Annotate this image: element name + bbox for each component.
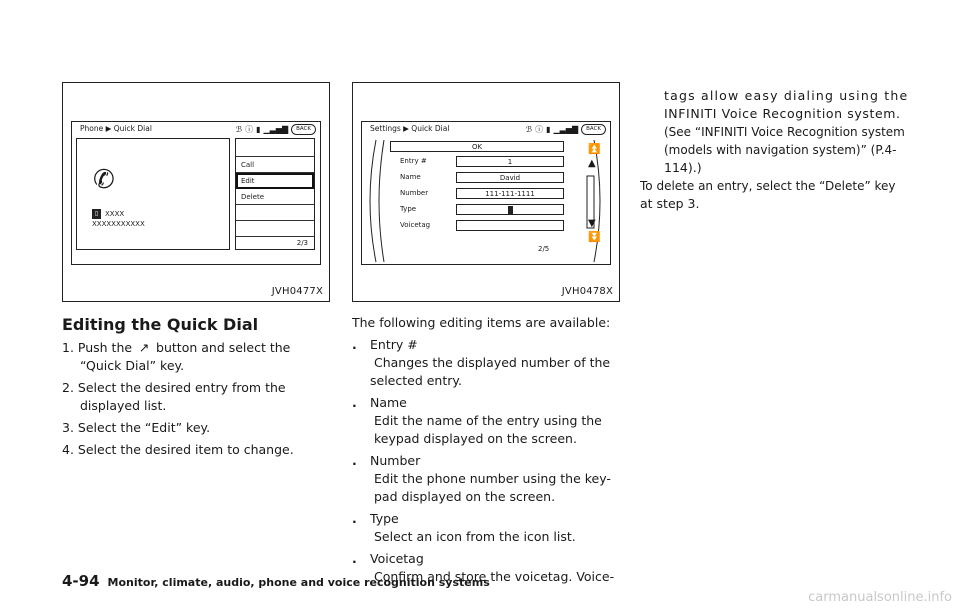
watermark: carmanualsonline.info (808, 590, 952, 605)
chapter-title: Monitor, climate, audio, phone and voice recognition systems (107, 576, 490, 589)
item-desc: keypad displayed on the screen. (374, 431, 577, 446)
step-2-cont: displayed list. (80, 398, 167, 413)
step-1-cont: “Quick Dial” key. (80, 358, 185, 373)
voicetag-cont-2: INFINITI Voice Recognition system. (664, 106, 901, 121)
call-button[interactable]: Call (236, 157, 314, 173)
figure-quick-dial-edit (352, 82, 620, 302)
screen-settings-quick-dial (361, 121, 611, 265)
voicetag-cont-5: 114).) (664, 160, 702, 175)
type-phone-icon (508, 206, 513, 214)
name-field[interactable]: David (456, 172, 564, 183)
screen-phone-quick-dial (71, 121, 321, 265)
status-icons (526, 124, 606, 135)
item-desc: pad displayed on the screen. (374, 489, 556, 504)
breadcrumb: Settings ▶ Quick Dial (370, 124, 450, 133)
phone-button-icon: ↗ (138, 340, 150, 355)
info-icon: ⓘ (245, 125, 254, 134)
scroll-down-icon[interactable]: ▼ (588, 218, 596, 229)
row-label-number: Number (400, 189, 429, 197)
scroll-up-icon[interactable]: ▲ (588, 158, 596, 169)
voicetag-cont-3: (See “INFINITI Voice Recognition system (664, 125, 905, 139)
item-type: . Type (352, 511, 399, 526)
scroll-bottom-icon[interactable]: ⏬ (588, 232, 601, 243)
type-field[interactable] (456, 204, 564, 215)
bluetooth-icon: ℬ (525, 125, 533, 134)
bluetooth-icon: ℬ (235, 125, 243, 134)
figure-code: JVH0478X (561, 286, 613, 297)
step-3: 3. Select the “Edit” key. (62, 420, 211, 435)
info-icon: ⓘ (535, 125, 544, 134)
action-menu (235, 138, 315, 250)
item-number: . Number (352, 453, 421, 468)
contact-type-icon: ▯ (92, 209, 101, 219)
voicetag-cont-4: (models with navigation system)” (P.4- (664, 143, 897, 157)
step-4: 4. Select the desired item to change. (62, 442, 294, 457)
row-label-type: Type (400, 205, 417, 213)
right-column (640, 87, 912, 213)
steps-list (62, 339, 332, 459)
battery-icon: ▮ (546, 125, 551, 134)
editing-items-column (352, 314, 624, 586)
contact-number: XXXXXXXXXXX (92, 220, 145, 228)
entry-number-field[interactable]: 1 (456, 156, 564, 167)
screen-header (72, 122, 320, 136)
menu-spacer (236, 139, 314, 157)
item-desc: selected entry. (370, 373, 462, 388)
step-2: 2. Select the desired entry from the (62, 380, 286, 395)
figure-code: JVH0477X (271, 286, 323, 297)
item-desc: Select an icon from the icon list. (374, 529, 576, 544)
signal-icon: ▁▃▅▇ (263, 125, 289, 134)
row-label-voicetag: Voicetag (400, 221, 431, 229)
item-voicetag: . Voicetag (352, 551, 424, 566)
menu-item-empty[interactable] (236, 221, 314, 237)
page-indicator: 2/5 (538, 245, 550, 253)
back-button[interactable]: BACK (291, 124, 316, 135)
figure-quick-dial-list (62, 82, 330, 302)
back-button[interactable]: BACK (581, 124, 606, 135)
page-indicator: 2/3 (296, 239, 308, 247)
contact-panel (76, 138, 230, 250)
item-desc: Confirm and store the voicetag. Voice- (374, 569, 615, 584)
edit-button[interactable]: Edit (236, 173, 314, 189)
intro-text: The following editing items are available: (352, 315, 611, 330)
step-1: 1. Push the ↗ button and select the (62, 340, 291, 355)
phone-handset-icon: ✆ (93, 165, 115, 195)
number-field[interactable]: 111-111-1111 (456, 188, 564, 199)
delete-instructions: To delete an entry, select the “Delete” key (640, 179, 896, 193)
row-label-entry: Entry # (400, 157, 427, 165)
menu-item-empty[interactable] (236, 205, 314, 221)
item-entry: . Entry # (352, 337, 418, 352)
page-footer (62, 572, 490, 590)
item-desc: Changes the displayed number of the (374, 355, 611, 370)
battery-icon: ▮ (256, 125, 261, 134)
item-name: . Name (352, 395, 407, 410)
screen-header (362, 122, 610, 136)
delete-instructions-cont: at step 3. (640, 196, 700, 211)
page-number: 4-94 (62, 572, 100, 590)
item-desc: Edit the phone number using the key- (374, 471, 611, 486)
row-label-name: Name (400, 173, 421, 181)
signal-icon: ▁▃▅▇ (553, 125, 579, 134)
contact-label: XXXX (105, 210, 125, 218)
scroll-top-icon[interactable]: ⏫ (588, 144, 601, 155)
voicetag-field[interactable] (456, 220, 564, 231)
voicetag-cont-1: tags allow easy dialing using the (664, 88, 909, 103)
breadcrumb: Phone ▶ Quick Dial (80, 124, 152, 133)
section-title: Editing the Quick Dial (62, 315, 259, 334)
status-icons (236, 124, 316, 135)
delete-button[interactable]: Delete (236, 189, 314, 205)
ok-button[interactable]: OK (390, 141, 564, 152)
item-desc: Edit the name of the entry using the (374, 413, 602, 428)
